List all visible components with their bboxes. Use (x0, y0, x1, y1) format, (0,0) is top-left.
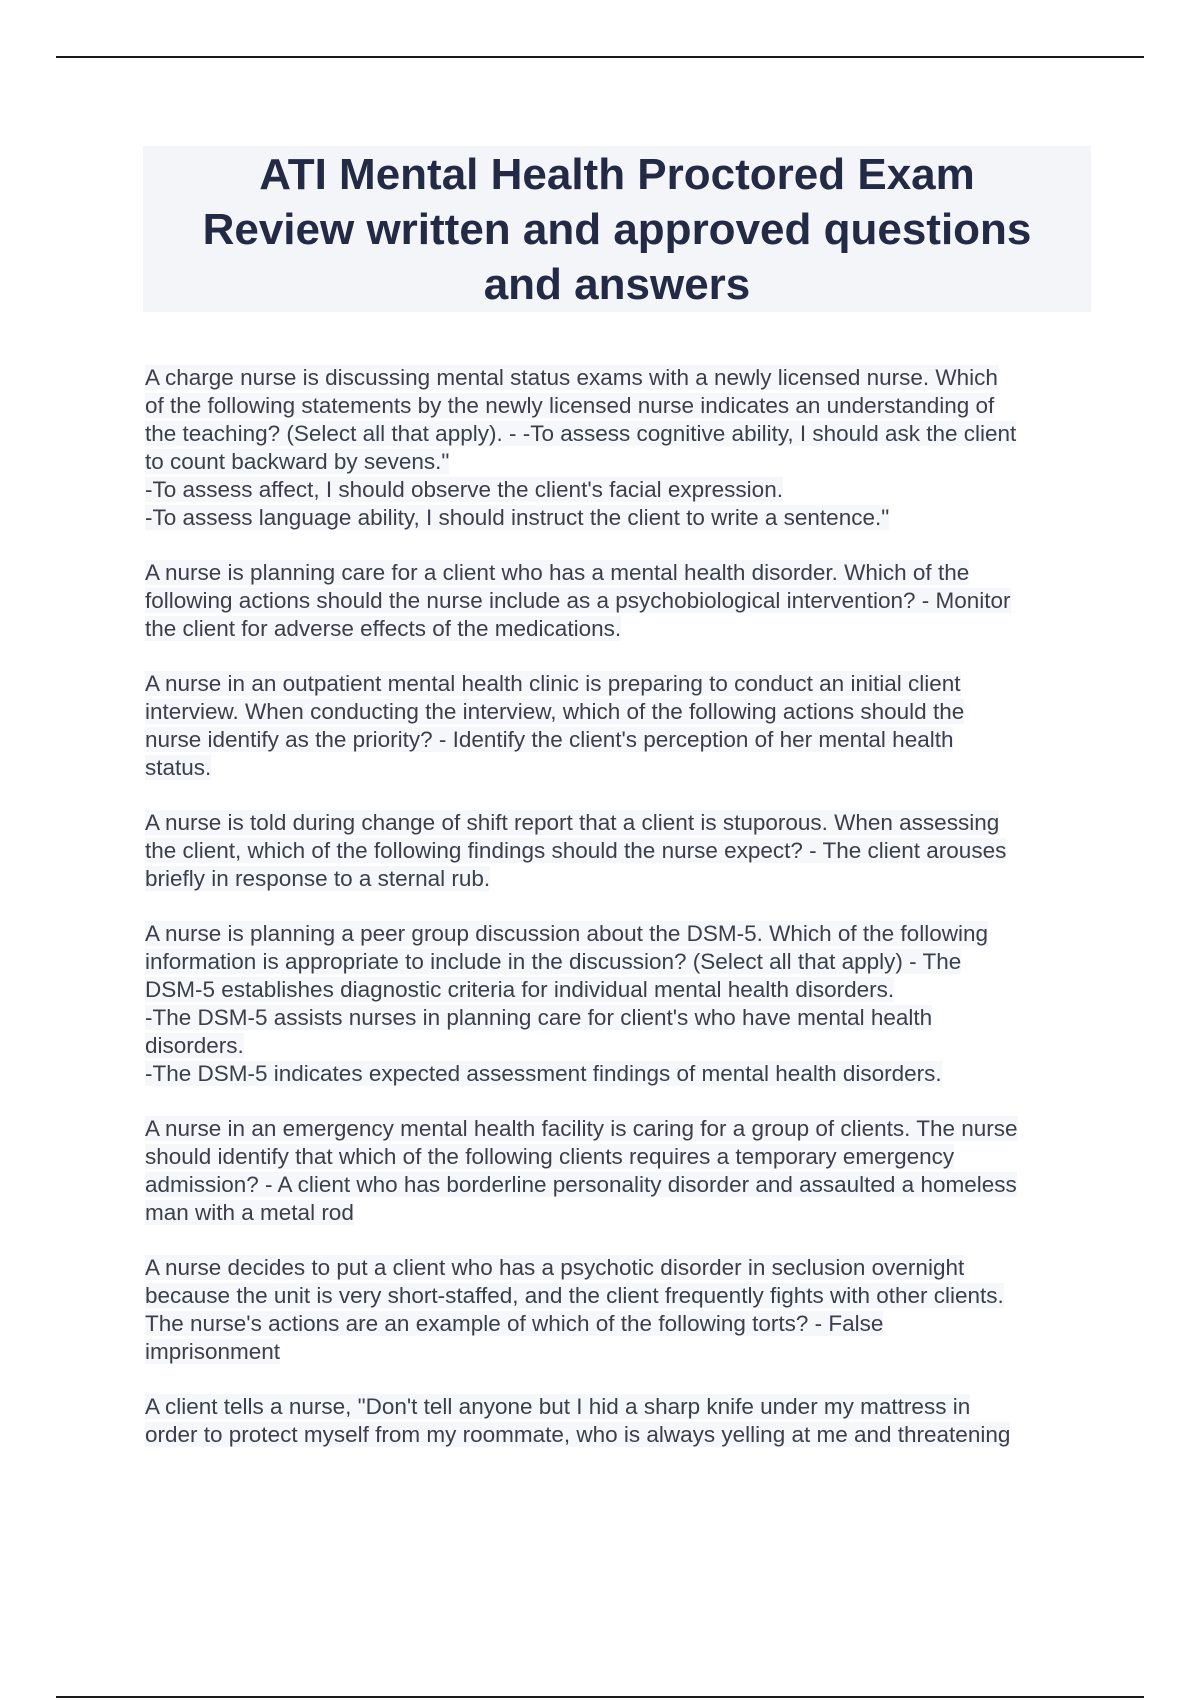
qa-line (145, 754, 1095, 782)
qa-line (145, 1254, 1095, 1282)
qa-line-text: A nurse in an emergency mental health facility is caring for a group of clients. The nurse (145, 1116, 1018, 1141)
qa-paragraph (145, 1115, 1095, 1227)
qa-paragraph (145, 559, 1095, 643)
bottom-rule (56, 1696, 1144, 1698)
qa-line (145, 865, 1095, 893)
title-line: and answers (483, 259, 751, 309)
qa-line (145, 1032, 1095, 1060)
qa-line-text: of the following statements by the newly licensed nurse indicates an understanding of (145, 393, 995, 418)
qa-line-text: the teaching? (Select all that apply). - -To assess cognitive ability, I should ask the client (145, 421, 1017, 446)
question-answer-list (145, 364, 1095, 1476)
qa-line-text: briefly in response to a sternal rub. (145, 866, 491, 891)
qa-paragraph (145, 1254, 1095, 1366)
qa-line-text: information is appropriate to include in the discussion? (Select all that apply) - The (145, 949, 962, 974)
qa-line (145, 1421, 1095, 1449)
qa-line-text: The nurse's actions are an example of which of the following torts? - False (145, 1311, 884, 1336)
qa-line-text: should identify that which of the following clients requires a temporary emergency (145, 1144, 955, 1169)
qa-paragraph (145, 809, 1095, 893)
qa-line-text: -The DSM-5 indicates expected assessment findings of mental health disorders. (145, 1061, 942, 1086)
title-line: Review written and approved questions (202, 204, 1032, 254)
qa-line-text: -The DSM-5 assists nurses in planning care for client's who have mental health (145, 1005, 933, 1030)
qa-line-text: because the unit is very short-staffed, and the client frequently fights with other clients. (145, 1283, 1004, 1308)
qa-line (145, 587, 1095, 615)
qa-line (145, 1171, 1095, 1199)
qa-line (145, 698, 1095, 726)
qa-line (145, 1393, 1095, 1421)
qa-paragraph (145, 364, 1095, 532)
qa-paragraph (145, 920, 1095, 1088)
qa-line-text: interview. When conducting the interview, which of the following actions should the (145, 699, 965, 724)
qa-line-text: A nurse is told during change of shift report that a client is stuporous. When assessing (145, 810, 1000, 835)
qa-line (145, 559, 1095, 587)
qa-paragraph (145, 670, 1095, 782)
qa-line (145, 837, 1095, 865)
qa-line (145, 1004, 1095, 1032)
qa-line-text: A client tells a nurse, "Don't tell anyone but I hid a sharp knife under my mattress in (145, 1394, 971, 1419)
qa-line-text: A nurse decides to put a client who has a psychotic disorder in seclusion overnight (145, 1255, 965, 1280)
qa-line-text: -To assess affect, I should observe the client's facial expression. (145, 477, 783, 502)
qa-line-text: imprisonment (145, 1339, 281, 1364)
qa-line-text: nurse identify as the priority? - Identify the client's perception of her mental health (145, 727, 954, 752)
qa-line-text: man with a metal rod (145, 1200, 354, 1225)
qa-line (145, 809, 1095, 837)
qa-line-text: -To assess language ability, I should instruct the client to write a sentence." (145, 505, 890, 530)
qa-line (145, 448, 1095, 476)
qa-line (145, 670, 1095, 698)
title-line: ATI Mental Health Proctored Exam (259, 149, 975, 199)
qa-line (145, 920, 1095, 948)
qa-line (145, 504, 1095, 532)
top-rule (56, 56, 1144, 58)
qa-line (145, 364, 1095, 392)
qa-line (145, 948, 1095, 976)
qa-line-text: A nurse in an outpatient mental health clinic is preparing to conduct an initial client (145, 671, 961, 696)
qa-line-text: DSM-5 establishes diagnostic criteria for individual mental health disorders. (145, 977, 895, 1002)
qa-line-text: to count backward by sevens." (145, 449, 450, 474)
page-title (203, 147, 1032, 312)
qa-line-text: status. (145, 755, 212, 780)
qa-line (145, 1060, 1095, 1088)
qa-line (145, 615, 1095, 643)
qa-line (145, 726, 1095, 754)
qa-line (145, 476, 1095, 504)
qa-line (145, 976, 1095, 1004)
qa-line (145, 1310, 1095, 1338)
qa-line (145, 1115, 1095, 1143)
qa-line-text: order to protect myself from my roommate, who is always yelling at me and threatening (145, 1422, 1011, 1447)
qa-line-text: the client, which of the following findings should the nurse expect? - The client arouses (145, 838, 1007, 863)
qa-line-text: disorders. (145, 1033, 244, 1058)
qa-paragraph (145, 1393, 1095, 1449)
qa-line-text: the client for adverse effects of the medications. (145, 616, 622, 641)
title-box (143, 146, 1091, 312)
qa-line-text: A nurse is planning a peer group discussion about the DSM-5. Which of the following (145, 921, 988, 946)
qa-line-text: admission? - A client who has borderline personality disorder and assaulted a homeless (145, 1172, 1017, 1197)
qa-line (145, 1199, 1095, 1227)
qa-line-text: A nurse is planning care for a client who has a mental health disorder. Which of the (145, 560, 970, 585)
qa-line (145, 1143, 1095, 1171)
qa-line (145, 1338, 1095, 1366)
qa-line (145, 392, 1095, 420)
qa-line-text: A charge nurse is discussing mental status exams with a newly licensed nurse. Which (145, 365, 998, 390)
qa-line (145, 420, 1095, 448)
qa-line (145, 1282, 1095, 1310)
qa-line-text: following actions should the nurse include as a psychobiological intervention? - Monitor (145, 588, 1011, 613)
